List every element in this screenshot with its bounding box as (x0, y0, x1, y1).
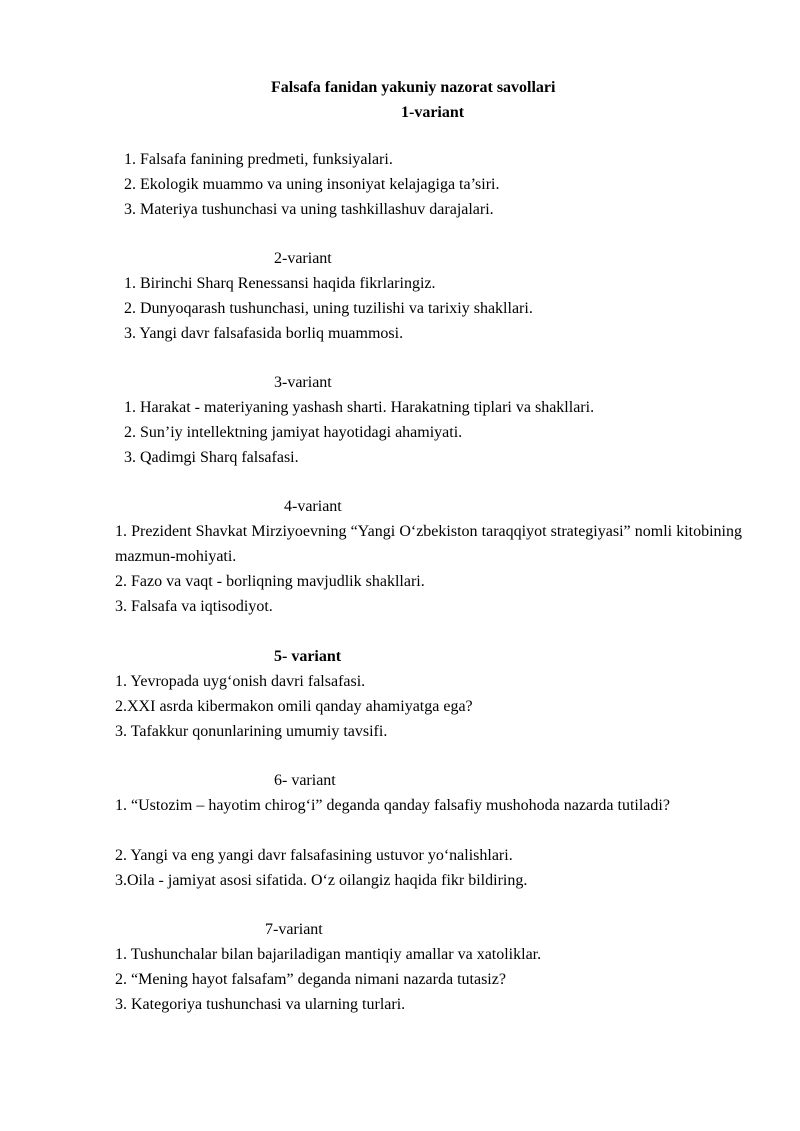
variant-1-question-2: 2. Ekologik muammo va uning insoniyat kelajagiga ta’siri. (124, 176, 500, 193)
variant-1-question-3: 3. Materiya tushunchasi va uning tashkillashuv darajalari. (124, 201, 494, 218)
variant-4-heading: 4-variant (284, 498, 342, 515)
variant-3-question-3: 3. Qadimgi Sharq falsafasi. (124, 449, 299, 466)
variant-6-question-3: 3.Oila - jamiyat asosi sifatida. O‘z oilangiz haqida fikr bildiring. (115, 872, 528, 889)
variant-5-question-3: 3. Tafakkur qonunlarining umumiy tavsifi. (115, 723, 388, 740)
variant-2-question-2: 2. Dunyoqarash tushunchasi, uning tuzilishi va tarixiy shakllari. (124, 300, 533, 317)
variant-2-question-3: 3. Yangi davr falsafasida borliq muammosi. (124, 325, 404, 342)
variant-6-question-1: 1. “Ustozim – hayotim chirog‘i” deganda qanday falsafiy mushohoda nazarda tutiladi? (115, 797, 670, 814)
document-title: Falsafa fanidan yakuniy nazorat savollari (271, 79, 556, 96)
variant-7-question-2: 2. “Mening hayot falsafam” deganda nimani nazarda tutasiz? (115, 971, 506, 988)
variant-3-question-2: 2. Sun’iy intellektning jamiyat hayotidagi ahamiyati. (124, 424, 463, 441)
variant-3-question-1: 1. Harakat - materiyaning yashash sharti. Harakatning tiplari va shakllari. (124, 399, 595, 416)
variant-7-question-1: 1. Tushunchalar bilan bajariladigan mantiqiy amallar va xatoliklar. (115, 946, 542, 963)
variant-5-question-2: 2.XXI asrda kibermakon omili qanday ahamiyatga ega? (115, 698, 473, 715)
variant-7-heading: 7-variant (265, 921, 323, 938)
variant-7-question-3: 3. Kategoriya tushunchasi va ularning turlari. (115, 996, 406, 1013)
variant-4-question-2: 2. Fazo va vaqt - borliqning mavjudlik shakllari. (115, 573, 425, 590)
variant-4-question-1: 1. Prezident Shavkat Mirziyoevning “Yangi O‘zbekiston taraqqiyot strategiyasi” nomli kitobining mazmun-mohiyati. (115, 523, 742, 565)
variant-3-heading: 3-variant (274, 374, 332, 391)
variant-6-question-2: 2. Yangi va eng yangi davr falsafasining ustuvor yo‘nalishlari. (115, 847, 513, 864)
variant-6-heading: 6- variant (274, 772, 336, 789)
variant-2-question-1: 1. Birinchi Sharq Renessansi haqida fikrlaringiz. (124, 275, 436, 292)
variant-5-heading: 5- variant (274, 648, 342, 665)
variant-1-heading: 1-variant (401, 104, 465, 121)
variant-5-question-1: 1. Yevropada uyg‘onish davri falsafasi. (115, 673, 366, 690)
variant-4-question-3: 3. Falsafa va iqtisodiyot. (115, 598, 273, 615)
variant-1-question-1: 1. Falsafa fanining predmeti, funksiyalari. (124, 151, 393, 168)
variant-2-heading: 2-variant (274, 250, 332, 267)
